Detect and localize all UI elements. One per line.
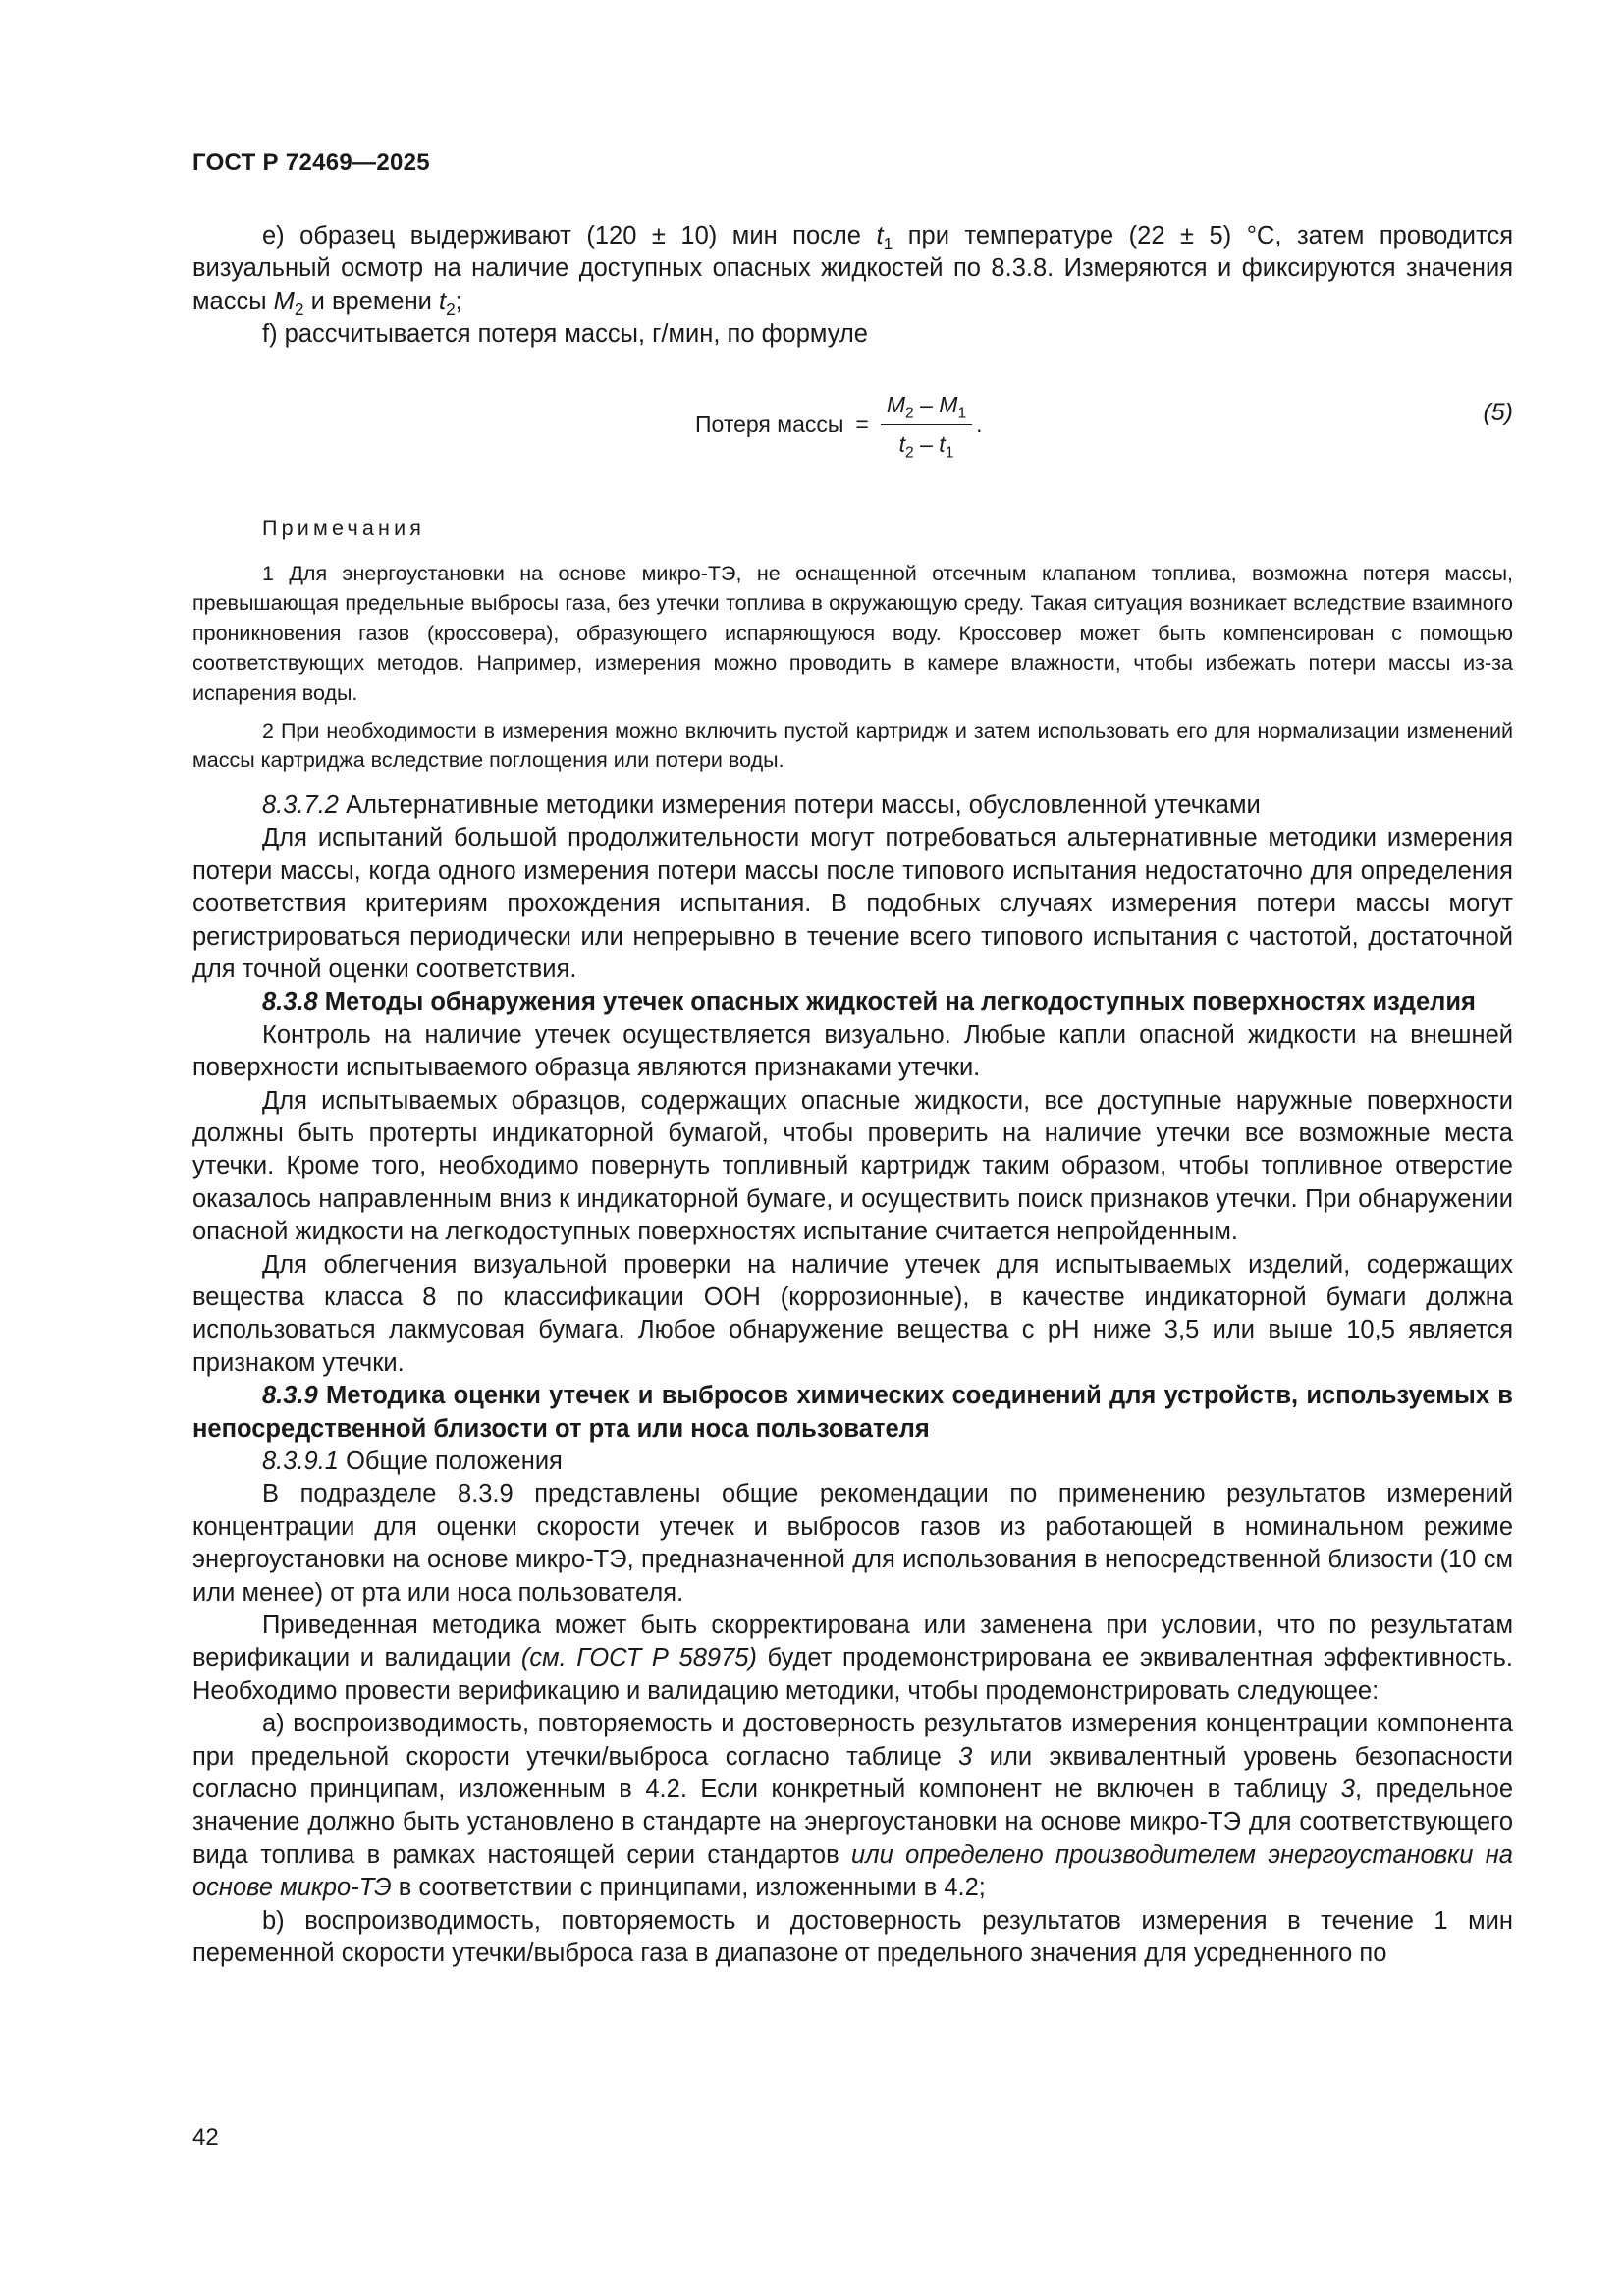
- variable: M: [886, 391, 906, 417]
- text: или эквивалентный уровень безопасности согласно принципам, изложенным в 4.2. Если конкретный компонент не включен в таблицу: [192, 1742, 1513, 1804]
- document-header: ГОСТ Р 72469—2025: [192, 149, 430, 176]
- section-number: 8.3.8: [262, 988, 318, 1016]
- notes-title: Примечания: [262, 516, 426, 540]
- page-content: [192, 220, 1513, 1971]
- note-2: 2 При необходимости в измерения можно включить пустой картридж и затем использовать его для нормализации изменений массы картриджа вследствие поглощения или потери воды.: [192, 719, 1513, 773]
- standard-reference: (см. ГОСТ Р 58975): [520, 1644, 757, 1672]
- fraction-denominator: [893, 425, 960, 461]
- minus-sign: –: [913, 431, 940, 458]
- list-item-b: b) воспроизводимость, повторяемость и достоверность результатов измерения в течение 1 мин переменной скорости утечки/выброса газа в диапазоне от предельного значения для усредненного по: [192, 1906, 1513, 1968]
- subscript: 2: [446, 299, 456, 319]
- subscript: 2: [905, 444, 914, 462]
- section-8-3-9-heading: [192, 1380, 1513, 1446]
- italic-text: или определено производителем энергоустановки на основе микро-ТЭ: [192, 1840, 1513, 1902]
- variable: t: [876, 222, 884, 249]
- formula-period: .: [976, 410, 983, 437]
- paragraph: Для испытываемых образцов, содержащих опасные жидкости, все доступные наружные поверхности должны быть протерты индикаторной бумагой, чтобы проверить на наличие утечки все возможные места утечки. Кроме того, необходимо повернуть топливный картридж таким образом, чтобы топливное отверстие оказалось направленным вниз к индикаторной бумаге, и осуществить поиск признаков утечки. При обнаружении опасной жидкости на легкодоступных поверхностях испытание считается непройденным.: [192, 1086, 1513, 1246]
- item-f: f) рассчитывается потеря массы, г/мин, по формуле: [262, 320, 868, 349]
- list-item-a: [192, 1708, 1513, 1904]
- section-number: 8.3.9.1: [262, 1448, 339, 1475]
- text: а) воспроизводимость, повторяемость и достоверность результатов измерения концентрации компонента при предельной скорости утечки/выброса согласно таблице: [192, 1710, 1513, 1771]
- section-8-3-7-2-heading: [192, 790, 1513, 822]
- text: Приведенная методика может быть скорректирована или заменена при условии, что по результатам верификации и валидации: [192, 1612, 1513, 1672]
- paragraph: Для облегчения визуальной проверки на наличие утечек для испытываемых изделий, содержащих вещества класса 8 по классификации ООН (коррозионные), в качестве индикаторной бумаги должна использоваться лакмусовая бумага. Любое обнаружение вещества с pH ниже 3,5 или выше 10,5 является признаком утечки.: [192, 1250, 1513, 1377]
- text: будет продемонстрирована ее эквивалентная эффективность. Необходимо провести верификацию и валидацию методики, чтобы продемонстрировать следующее:: [192, 1644, 1513, 1705]
- table-reference: 3: [958, 1742, 973, 1771]
- variable: t: [898, 431, 906, 458]
- mass-loss-formula: [695, 383, 983, 467]
- section-title: Методика оценки утечек и выбросов химических соединений для устройств, используемых в непосредственной близости от рта или носа пользователя: [192, 1382, 1513, 1443]
- text: , предельное значение должно быть установлено в стандарте на энергоустановки на основе микро-ТЭ для соответствующего вида топлива в рамках настоящей серии стандартов: [192, 1776, 1514, 1869]
- fraction-numerator: [881, 389, 972, 425]
- text: ;: [455, 287, 462, 315]
- subscript: 2: [905, 405, 914, 422]
- formula-block: [192, 383, 1513, 467]
- fraction: [881, 389, 972, 462]
- paragraph: Контроль на наличие утечек осуществляется визуально. Любые капли опасной жидкости на внешней поверхности испытываемого образца являются признаками утечки.: [192, 1020, 1513, 1082]
- section-number: 8.3.7.2: [262, 791, 339, 819]
- section-title: Общие положения: [338, 1448, 563, 1475]
- section-8-3-8-heading: [192, 986, 1513, 1018]
- variable: t: [939, 431, 946, 458]
- text: и времени: [303, 287, 439, 315]
- text: при температуре (22 ± 5) °С, затем проводится визуальный осмотр на наличие доступных опасных жидкостей по 8.3.8. Измеряются и фиксируются значения массы: [192, 222, 1514, 315]
- variable: M: [273, 287, 295, 315]
- table-reference: 3: [1340, 1776, 1355, 1804]
- page-number: 42: [192, 2124, 219, 2151]
- section-title: Методы обнаружения утечек опасных жидкостей на легкодоступных поверхностях изделия: [317, 988, 1476, 1016]
- item-e: [192, 220, 1513, 318]
- paragraph: В подразделе 8.3.9 представлены общие рекомендации по применению результатов измерений концентрации для оценки скорости утечек и выбросов газов из работающей в номинальном режиме энергоустановки на основе микро-ТЭ, предназначенной для использования в непосредственной близости (10 см или менее) от рта или носа пользователя.: [192, 1480, 1513, 1607]
- subscript: 1: [883, 234, 893, 254]
- subscript: 1: [957, 405, 967, 422]
- formula-lhs: Потеря массы: [695, 410, 844, 437]
- equals-sign: =: [855, 410, 869, 437]
- equation-number: (5): [1483, 398, 1513, 426]
- variable: t: [438, 287, 447, 315]
- section-8-3-9-1-heading: [192, 1446, 1513, 1478]
- paragraph: Для испытаний большой продолжительности могут потребоваться альтернативные методики измерения потери массы, когда одного измерения потери массы после типового испытания недостаточно для определения соответствия критериям прохождения испытания. В подобных случаях измерения потери массы могут регистрироваться периодически или непрерывно в течение всего типового испытания с частотой, достаточной для точной оценки соответствия.: [192, 824, 1513, 983]
- section-number: 8.3.9: [262, 1382, 318, 1410]
- section-title: Альтернативные методики измерения потери массы, обусловленной утечками: [338, 791, 1261, 819]
- subscript: 2: [294, 299, 304, 319]
- paragraph: [192, 1610, 1513, 1708]
- note-1: 1 Для энергоустановки на основе микро-ТЭ, не оснащенной отсечным клапаном топлива, возможна потеря массы, превышающая предельные выбросы газа, без утечки топлива в окружающую среду. Такая ситуация возникает вследствие взаимного проникновения газов (кроссовера), образующего испаряющуюся воду. Кроссовер может быть компенсирован с помощью соответствующих методов. Например, измерения можно проводить в камере влажности, чтобы избежать потери массы из-за испарения воды.: [192, 562, 1513, 705]
- minus-sign: –: [913, 391, 940, 417]
- text: в соответствии с принципами, изложенными в 4.2;: [391, 1874, 986, 1902]
- text: е) образец выдерживают (120 ± 10) мин после: [262, 222, 877, 249]
- notes-block: [192, 513, 1513, 776]
- subscript: 1: [945, 444, 954, 462]
- variable: M: [939, 391, 958, 417]
